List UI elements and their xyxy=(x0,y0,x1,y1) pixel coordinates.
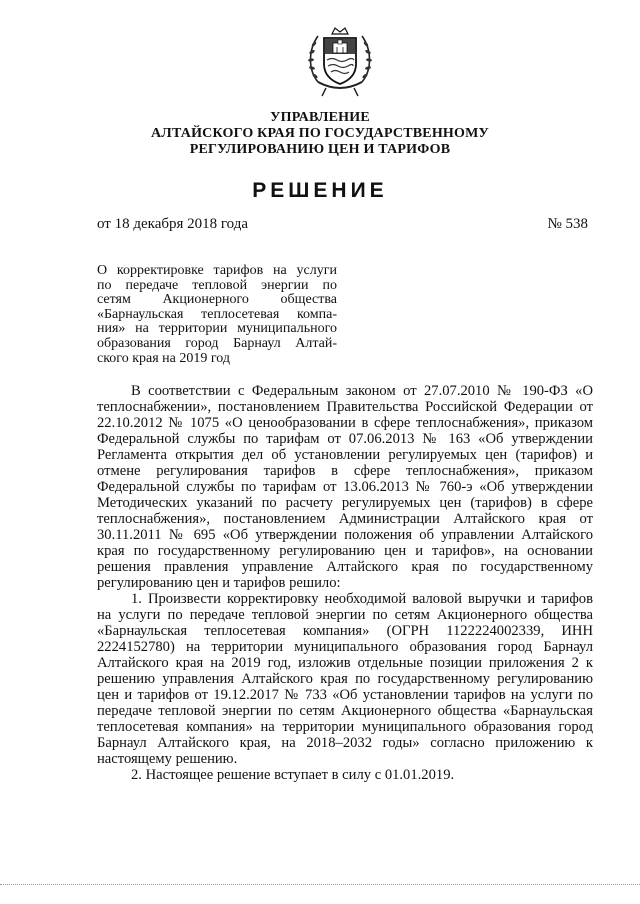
subject-line: ния» на территории муниципального xyxy=(97,321,337,337)
body-line: 1. Произвести корректировку необходимой валовой выручки и тарифов xyxy=(131,591,593,607)
subject-line: образования город Барнаул Алтай- xyxy=(97,335,337,351)
body-line: теплоснабжения», постановлением Администрации Алтайского края от xyxy=(97,511,593,527)
agency-name xyxy=(0,110,640,158)
body-line: 30.11.2011 № 695 «Об утверждении положения об управлении Алтайского xyxy=(97,527,593,543)
body-line: «Барнаульская теплосетевая компания» (ОГРН 1122224002339, ИНН xyxy=(97,623,593,639)
body-line: регулированию цен и тарифов решило: xyxy=(97,575,341,591)
body-line: Алтайского края на 2019 год, изложив отдельные позиции приложения 2 к xyxy=(97,655,593,671)
agency-name-line: УПРАВЛЕНИЕ xyxy=(270,110,370,125)
item-2-paragraph xyxy=(97,767,593,783)
body-line: 22.10.2012 № 1075 «О ценообразовании в сфере теплоснабжения», приказом xyxy=(97,415,593,431)
body-line: 2224152780) на территории муниципального образования город Барнаул xyxy=(97,639,593,655)
preamble-paragraph xyxy=(97,383,593,591)
decision-subject xyxy=(97,264,337,366)
subject-line: «Барнаульская теплосетевая компа- xyxy=(97,306,337,322)
body-line: решению управления Алтайского края по государственному регулированию xyxy=(97,671,593,687)
body-line: теплоснабжении», постановлением Правительства Российской Федерации от xyxy=(97,399,593,415)
decision-body xyxy=(97,383,593,783)
agency-name-line: АЛТАЙСКОГО КРАЯ ПО ГОСУДАРСТВЕННОМУ xyxy=(151,126,489,141)
subject-line: О корректировке тарифов на услуги xyxy=(97,263,337,278)
body-line: 2. Настоящее решение вступает в силу с 01.01.2019. xyxy=(131,767,455,783)
document-type-heading: РЕШЕНИЕ xyxy=(252,179,388,202)
body-line: Регламента открытия дел об установлении регулируемых цен (тарифов) и xyxy=(97,447,593,463)
document-date: от 18 декабря 2018 года xyxy=(97,216,249,232)
body-line: на услуги по передаче тепловой энергии по сетям Акционерного общества xyxy=(97,607,593,623)
body-line: Федеральной службы по тарифам от 13.06.2013 № 760-э «Об утверждении xyxy=(97,479,593,495)
body-line: передаче тепловой энергии по сетям Акционерного общества «Барнаульская xyxy=(97,703,593,719)
body-line: теплосетевая компания» на территории муниципального образования город xyxy=(97,719,593,735)
document-number: № 538 xyxy=(547,216,588,232)
body-line: Методических указаний по расчету регулируемых цен (тарифов) в сфере xyxy=(97,495,593,511)
body-line: Барнаул Алтайского края, на 2018–2032 годы» согласно приложению к xyxy=(97,735,593,751)
subject-line: сетям Акционерного общества xyxy=(97,292,337,308)
subject-line: ского края на 2019 год xyxy=(97,350,230,366)
body-line: настоящему решению. xyxy=(97,751,238,767)
body-line: В соответствии с Федеральным законом от 27.07.2010 № 190-ФЗ «О xyxy=(131,383,593,399)
body-line: цен и тарифов от 19.12.2017 № 733 «Об установлении тарифов на услуги по xyxy=(97,687,593,703)
body-line: Федеральной службы по тарифам от 07.06.2013 № 163 «Об утверждении xyxy=(97,431,593,447)
agency-name-line: РЕГУЛИРОВАНИЮ ЦЕН И ТАРИФОВ xyxy=(189,142,451,157)
body-line: края по государственному регулированию цен и тарифов», на основании xyxy=(97,543,593,559)
body-line: отмене регулирования тарифов в сфере теплоснабжения», приказом xyxy=(97,463,593,479)
body-line: решения правления управление Алтайского края по государственному xyxy=(97,559,593,575)
item-1-paragraph xyxy=(97,591,593,767)
altai-coat-of-arms-emblem xyxy=(304,22,376,100)
subject-line: по передаче тепловой энергии по xyxy=(97,277,337,293)
page-bottom-divider xyxy=(0,884,640,885)
